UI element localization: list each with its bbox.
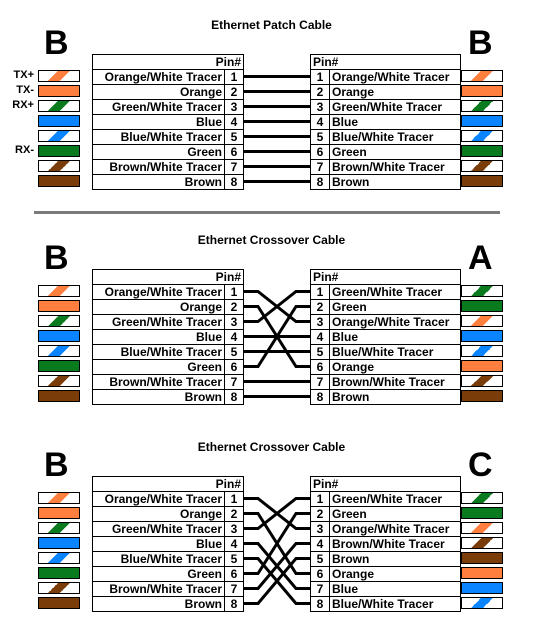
pin-header: Pin# [93,55,244,70]
signal-label: TX+ [13,69,34,81]
wire-name: Brown/White Tracer [330,375,461,390]
wire-name: Orange [330,85,461,100]
pin-number: 7 [225,160,244,175]
pin-number: 3 [225,522,244,537]
pin-number: 3 [311,315,330,330]
right-connector-letter: A [468,239,493,277]
pin-number: 6 [311,360,330,375]
wire-name: Blue/White Tracer [93,345,225,360]
pin-number: 8 [311,175,330,190]
wire-name: Blue/White Tracer [330,345,461,360]
wire-name: Green/White Tracer [93,100,225,115]
pin-number: 2 [225,85,244,100]
pin-number: 3 [225,315,244,330]
pin-number: 4 [311,115,330,130]
wire-name: Blue/White Tracer [330,130,461,145]
pin-number: 8 [311,390,330,405]
pin-number: 6 [311,145,330,160]
wire-name: Green [330,300,461,315]
pin-number: 4 [225,537,244,552]
pin-number: 2 [311,300,330,315]
pin-header: Pin# [311,55,461,70]
wire-name: Orange [330,360,461,375]
pin-number: 5 [225,345,244,360]
pin-number: 8 [225,175,244,190]
pin-number: 1 [311,285,330,300]
pin-number: 5 [311,552,330,567]
pin-number: 2 [225,300,244,315]
left-connector-letter: B [44,239,69,277]
pin-number: 2 [311,507,330,522]
wire-name: Green [93,567,225,582]
pin-number: 2 [311,85,330,100]
wire-name: Brown/White Tracer [330,160,461,175]
wire-name: Orange/White Tracer [93,492,225,507]
pin-number: 8 [225,390,244,405]
pin-number: 3 [311,100,330,115]
pin-number: 4 [225,330,244,345]
wire-name: Green [330,145,461,160]
wire-name: Orange/White Tracer [330,522,461,537]
pin-number: 3 [225,100,244,115]
pin-number: 5 [311,345,330,360]
wire-name: Green [93,145,225,160]
wire-name: Blue/White Tracer [330,597,461,612]
wire-name: Blue/White Tracer [93,552,225,567]
right-connector-letter: B [468,24,493,62]
pin-number: 5 [225,130,244,145]
pin-number: 4 [311,330,330,345]
wire-name: Orange/White Tracer [93,70,225,85]
wire-name: Brown [330,390,461,405]
wire-name: Blue [93,115,225,130]
wire-name: Blue [330,330,461,345]
left-connector-letter: B [44,446,69,484]
pin-number: 7 [225,582,244,597]
pin-number: 6 [225,567,244,582]
section-title: Ethernet Patch Cable [211,18,332,32]
wire-name: Green/White Tracer [330,285,461,300]
wire-name: Orange [93,300,225,315]
pin-number: 3 [311,522,330,537]
pin-number: 7 [225,375,244,390]
wire-name: Orange/White Tracer [330,315,461,330]
pin-number: 1 [225,285,244,300]
wire-name: Green [330,507,461,522]
pin-number: 1 [225,70,244,85]
wire-name: Brown/White Tracer [93,582,225,597]
pin-number: 7 [311,160,330,175]
pin-number: 1 [311,70,330,85]
wire-name: Blue [330,582,461,597]
wire-name: Orange/White Tracer [93,285,225,300]
wire-name: Brown/White Tracer [93,160,225,175]
pin-number: 7 [311,582,330,597]
wire-name: Brown/White Tracer [93,375,225,390]
left-connector-letter: B [44,24,69,62]
pin-header: Pin# [311,270,461,285]
pin-number: 1 [225,492,244,507]
wire-name: Green/White Tracer [93,522,225,537]
wire-name: Blue [93,537,225,552]
pin-number: 4 [225,115,244,130]
wire-name: Blue [93,330,225,345]
wire-name: Orange [93,507,225,522]
pin-header: Pin# [93,270,244,285]
section-title: Ethernet Crossover Cable [197,233,346,247]
pin-number: 8 [311,597,330,612]
wire-name: Orange [93,85,225,100]
pin-number: 2 [225,507,244,522]
wire-name: Green/White Tracer [330,100,461,115]
signal-label: TX- [16,84,34,96]
wire-name: Green [93,360,225,375]
wire-name: Brown [330,552,461,567]
signal-label: RX- [15,144,34,156]
pin-number: 6 [311,567,330,582]
wire-name: Orange [330,567,461,582]
signal-label: RX+ [12,99,34,111]
section-title: Ethernet Crossover Cable [197,440,346,454]
pin-number: 8 [225,597,244,612]
pin-header: Pin# [93,477,244,492]
pin-number: 5 [225,552,244,567]
wire-name: Green/White Tracer [93,315,225,330]
pin-header: Pin# [311,477,461,492]
pin-number: 6 [225,360,244,375]
pin-number: 1 [311,492,330,507]
pin-number: 4 [311,537,330,552]
wire-name: Blue [330,115,461,130]
wire-name: Orange/White Tracer [330,70,461,85]
wire-name: Brown [330,175,461,190]
wire-name: Brown [93,175,225,190]
wire-name: Green/White Tracer [330,492,461,507]
wire-name: Brown/White Tracer [330,537,461,552]
wire-name: Brown [93,597,225,612]
pin-number: 6 [225,145,244,160]
right-connector-letter: C [468,446,493,484]
wire-name: Blue/White Tracer [93,130,225,145]
pin-number: 7 [311,375,330,390]
pin-number: 5 [311,130,330,145]
wire-name: Brown [93,390,225,405]
